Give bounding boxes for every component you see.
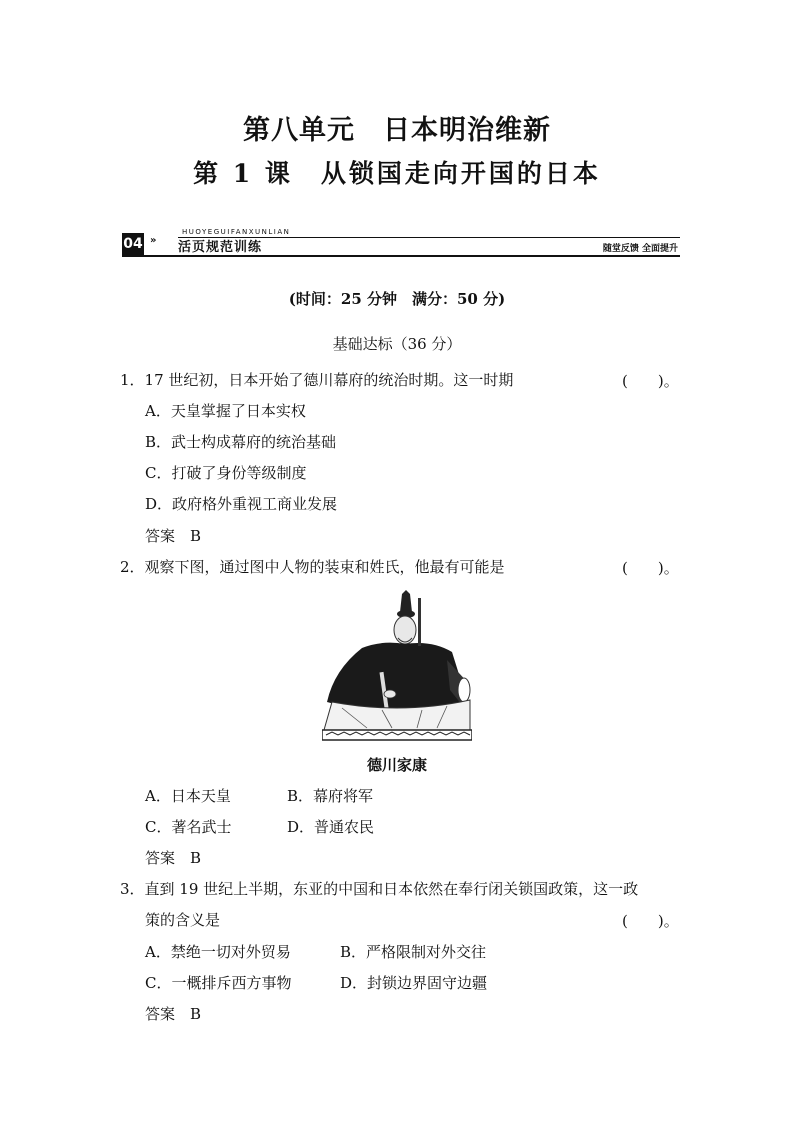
banner-label: 活页规范训练 <box>178 240 263 255</box>
banner-pinyin: HUOYEGUIFANXUNLIAN <box>182 228 291 236</box>
q3-stem-line2: 策的含义是 <box>145 911 221 929</box>
q3-option-c: C．一概排斥西方事物 <box>145 974 292 992</box>
banner-number: 04 <box>122 233 144 255</box>
q2-stem: 2．观察下图，通过图中人物的装束和姓氏，他最有可能是 <box>120 558 505 576</box>
section-title: 基础达标（36 分） <box>332 335 462 353</box>
portrait-image <box>322 590 472 742</box>
q1-option-d: D．政府格外重视工商业发展 <box>145 495 338 513</box>
q2-option-b: B．幕府将军 <box>287 787 374 805</box>
q3-option-b: B．严格限制对外交往 <box>340 943 487 961</box>
lesson-title: 第 1 课 从锁国走向开国的日本 <box>193 159 601 188</box>
q1-answer-paren: ( )。 <box>622 372 679 390</box>
q1-option-a: A．天皇掌握了日本实权 <box>145 402 306 420</box>
q3-stem-line1: 3．直到 19 世纪上半期，东亚的中国和日本依然在奉行闭关锁国政策，这一政 <box>120 880 639 898</box>
q3-option-d: D．封锁边界固守边疆 <box>340 974 488 992</box>
section-banner <box>122 226 680 260</box>
q3-answer: 答案 B <box>145 1005 202 1023</box>
q1-option-c: C．打破了身份等级制度 <box>145 464 307 482</box>
banner-right-text: 随堂反馈 全面提升 <box>602 244 678 254</box>
chevron-icon: » <box>150 235 157 246</box>
q2-option-d: D．普通农民 <box>287 818 375 836</box>
banner-thick-rule <box>122 255 680 257</box>
q1-stem: 1．17 世纪初，日本开始了德川幕府的统治时期。这一时期 <box>120 371 514 389</box>
q2-option-a: A．日本天皇 <box>145 787 231 805</box>
q2-answer: 答案 B <box>145 849 202 867</box>
q2-option-c: C．著名武士 <box>145 818 232 836</box>
q3-option-a: A．禁绝一切对外贸易 <box>145 943 291 961</box>
time-info: (时间：25 分钟 满分：50 分) <box>288 290 506 308</box>
portrait-caption: 德川家康 <box>366 756 427 774</box>
q2-answer-paren: ( )。 <box>622 559 679 577</box>
q1-answer: 答案 B <box>145 527 202 545</box>
q3-answer-paren: ( )。 <box>622 912 679 930</box>
unit-title: 第八单元 日本明治维新 <box>243 115 551 146</box>
q1-option-b: B．武士构成幕府的统治基础 <box>145 433 337 451</box>
